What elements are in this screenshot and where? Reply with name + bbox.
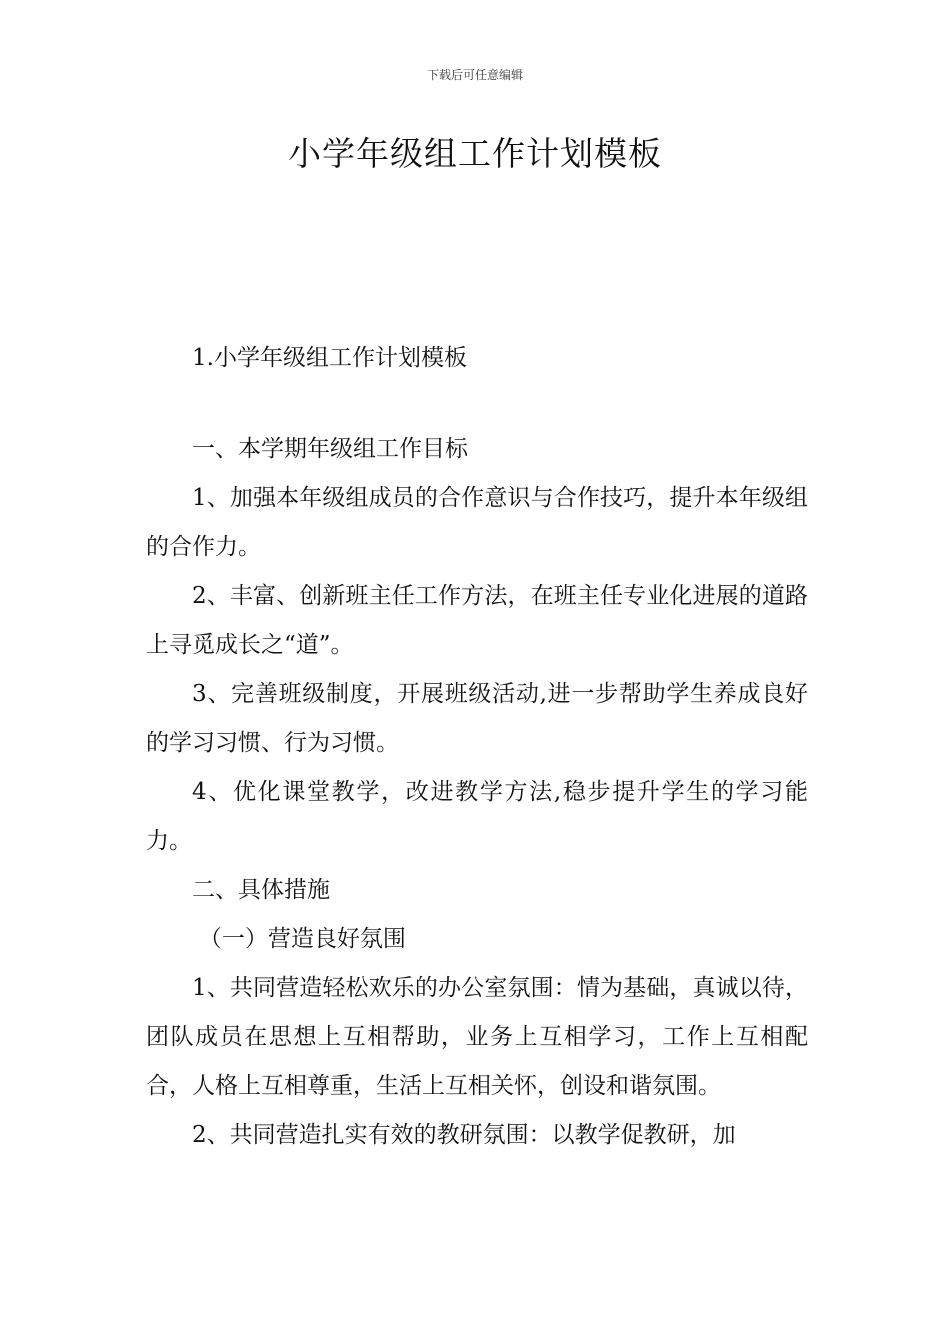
section-heading-block <box>146 334 808 383</box>
section-heading: 1.小学年级组工作计划模板 <box>192 345 467 371</box>
measure-item-2: 2、共同营造扎实有效的教研氛围：以教学促教研，加 <box>192 1122 736 1148</box>
part1-heading: 一、本学期年级组工作目标 <box>192 436 468 462</box>
document-body <box>146 425 808 1160</box>
goal-item-4: 4、优化课堂教学，改进教学方法,稳步提升学生的学习能力。 <box>146 779 808 854</box>
subsection1-heading: （一）营造良好氛围 <box>198 926 406 952</box>
header-note: 下载后可任意编辑 <box>426 68 523 82</box>
measure-item-1: 1、共同营造轻松欢乐的办公室氛围：情为基础，真诚以待，团队成员在思想上互相帮助，业务上互相学习，工作上互相配合，人格上互相尊重，生活上互相关怀，创设和谐氛围。 <box>146 975 808 1099</box>
part2-heading: 二、具体措施 <box>192 877 330 903</box>
document-title: 小学年级组工作计划模板 <box>288 134 662 173</box>
goal-item-3: 3、完善班级制度，开展班级活动,进一步帮助学生养成良好的学习习惯、行为习惯。 <box>146 681 808 756</box>
goal-item-1: 1、加强本年级组成员的合作意识与合作技巧，提升本年级组的合作力。 <box>146 485 808 560</box>
goal-item-2: 2、丰富、创新班主任工作方法，在班主任专业化进展的道路上寻觅成长之“道”。 <box>146 583 808 658</box>
